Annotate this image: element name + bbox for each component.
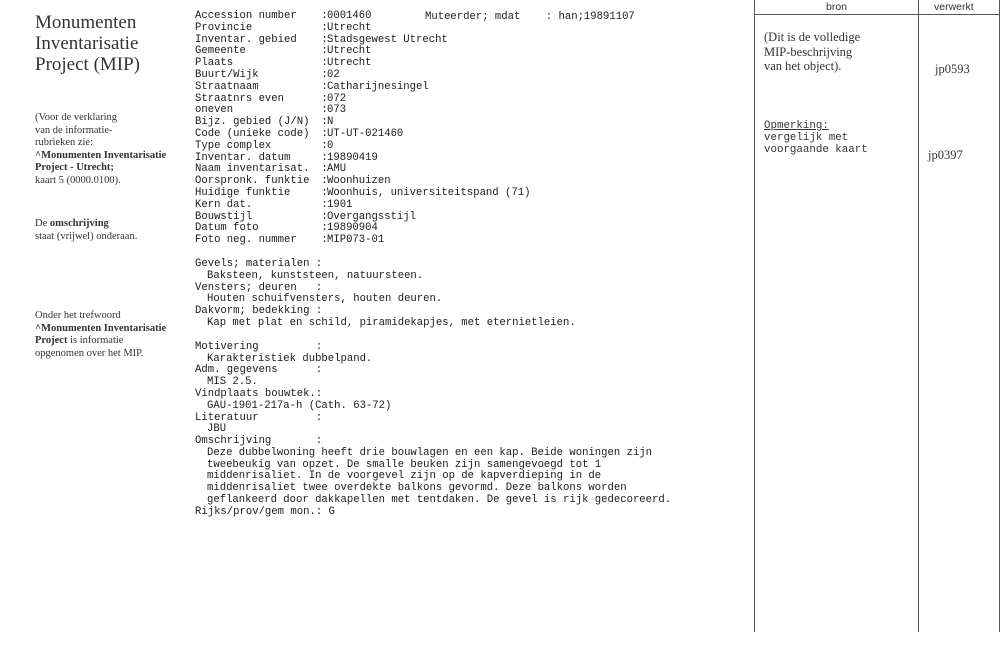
field-label: Kern dat. xyxy=(195,198,253,211)
field-separator: : xyxy=(315,127,328,140)
field-label: Type complex xyxy=(195,139,272,152)
mutation-info: Muteerder; mdat : han;19891107 xyxy=(425,11,635,23)
record-field xyxy=(195,141,671,153)
field-value: Woonhuis, universiteitspand (71) xyxy=(327,186,531,199)
motivering-label: Motivering : xyxy=(195,340,323,353)
record-field xyxy=(195,35,671,47)
keyword-note xyxy=(35,310,195,360)
note-keyword: ^Monumenten Inventarisatie xyxy=(35,322,167,334)
field-value: 02 xyxy=(327,68,340,81)
field-value: 073 xyxy=(327,104,347,117)
source-note-line: MIP-beschrijving xyxy=(764,44,853,59)
field-value: AMU xyxy=(327,163,347,176)
rijks-status: Rijks/prov/gem mon.: G xyxy=(195,505,335,518)
dakvorm-label: Dakvorm; bedekking : xyxy=(195,305,323,318)
field-separator: : xyxy=(315,163,328,176)
field-label: Gemeente xyxy=(195,45,246,58)
divider-middle xyxy=(918,0,919,632)
record-field xyxy=(195,46,671,58)
dakvorm-value: Kap met plat en schild, piramidekapjes, met eternietleien. xyxy=(207,316,576,329)
field-label: Datum foto xyxy=(195,222,259,235)
record-field xyxy=(195,129,671,141)
field-value: 0 xyxy=(327,139,334,152)
field-separator: : xyxy=(315,104,328,117)
omschrijving-line: Deze dubbelwoning heeft drie bouwlagen en een kap. Beide woningen zijn xyxy=(207,446,653,459)
field-value: MIP073-01 xyxy=(327,234,385,247)
field-separator: : xyxy=(315,186,328,199)
field-value: Woonhuizen xyxy=(327,175,391,188)
field-separator: : xyxy=(315,175,328,188)
record-field xyxy=(195,200,671,212)
field-separator: : xyxy=(315,10,328,22)
description-note xyxy=(35,218,195,243)
omschrijving-line: middenrisaliet twee overdekte balkons gevormd. Deze balkons worden xyxy=(207,482,627,495)
field-value: 19890904 xyxy=(327,222,378,235)
field-separator: : xyxy=(315,116,328,129)
divider-left xyxy=(754,0,755,632)
field-separator: : xyxy=(315,80,328,93)
field-label: oneven xyxy=(195,104,234,117)
record-field xyxy=(195,23,671,35)
record-field xyxy=(195,94,671,106)
literatuur-value: JBU xyxy=(207,423,227,436)
field-separator: : xyxy=(315,151,328,164)
field-label: Inventar. datum xyxy=(195,151,291,164)
source-note-line: (Dit is de volledige xyxy=(764,30,861,44)
field-value: UT-UT-021460 xyxy=(327,127,404,140)
vindplaats-label: Vindplaats bouwtek.: xyxy=(195,387,323,400)
note-keyword: Project - Utrecht; xyxy=(35,162,114,173)
note-line: rubrieken zie: xyxy=(35,137,94,148)
record-field xyxy=(195,70,671,82)
record-field xyxy=(195,11,671,23)
remark-note xyxy=(764,120,868,156)
omschrijving-line: tweebeukig van opzet. De smalle beuken zijn samengevoegd tot 1 xyxy=(207,458,602,471)
field-separator: : xyxy=(315,222,328,235)
note-keyword: Project xyxy=(35,335,68,346)
field-label: Inventar. gebied xyxy=(195,33,297,46)
column-header-bron: bron xyxy=(826,1,848,13)
column-header-verwerkt: verwerkt xyxy=(934,1,974,13)
motivering-value: Karakteristiek dubbelpand. xyxy=(207,352,373,365)
field-label: Accession number xyxy=(195,10,297,22)
field-value: N xyxy=(327,116,334,129)
field-separator: : xyxy=(315,198,328,211)
field-separator: : xyxy=(315,45,328,58)
field-value: 19890419 xyxy=(327,151,378,164)
processed-code: jp0397 xyxy=(928,148,963,162)
source-panel xyxy=(754,0,1000,632)
gevels-label: Gevels; materialen : xyxy=(195,257,323,270)
field-separator: : xyxy=(315,92,328,105)
vensters-label: Vensters; deuren : xyxy=(195,281,323,294)
note-tail: is informatie xyxy=(67,335,124,346)
note-line: (Voor de verklaring xyxy=(35,112,118,123)
header-divider xyxy=(754,14,1000,15)
field-separator: : xyxy=(315,234,328,247)
omschrijving-label: Omschrijving : xyxy=(195,435,323,448)
field-label: Foto neg. nummer xyxy=(195,234,297,247)
omschrijving-line: geflankeerd door dakkapellen met tentdaken. De gevel is rijk gedecoreerd. xyxy=(207,494,672,507)
field-label: Code (unieke code) xyxy=(195,127,310,140)
field-separator: : xyxy=(315,68,328,81)
note-keyword: ^Monumenten Inventarisatie xyxy=(35,149,167,161)
field-value: 072 xyxy=(327,92,347,105)
field-label: Buurt/Wijk xyxy=(195,68,259,81)
field-value: Utrecht xyxy=(327,21,372,34)
record-field xyxy=(195,188,671,200)
literatuur-label: Literatuur : xyxy=(195,411,323,424)
note-line: staat (vrijwel) onderaan. xyxy=(35,230,138,242)
page-title: Monumenten Inventarisatie Project (MIP) xyxy=(35,12,141,75)
field-label: Provincie xyxy=(195,21,253,34)
field-value: 1901 xyxy=(327,198,353,211)
remark-line: vergelijk met xyxy=(764,132,849,144)
field-separator: : xyxy=(315,210,328,223)
note-prefix: De xyxy=(35,218,50,229)
field-label: Oorspronk. funktie xyxy=(195,175,310,188)
field-value: Utrecht xyxy=(327,45,372,58)
remark-line: voorgaande kaart xyxy=(764,144,868,156)
field-separator: : xyxy=(315,33,328,46)
field-separator: : xyxy=(315,57,328,70)
note-keyword: omschrijving xyxy=(49,218,109,229)
record-field xyxy=(195,82,671,94)
field-label: Huidige funktie xyxy=(195,186,291,199)
field-value: Catharijnesingel xyxy=(327,80,429,93)
record-field xyxy=(195,58,671,70)
info-note xyxy=(35,112,195,187)
field-label: Naam inventarisat. xyxy=(195,163,310,176)
remark-heading: Opmerking: xyxy=(764,120,829,132)
field-label: Straatnrs even xyxy=(195,92,285,105)
vindplaats-value: GAU-1901-217a-h (Cath. 63-72) xyxy=(207,399,392,412)
source-note xyxy=(764,30,860,74)
field-separator: : xyxy=(315,139,328,152)
note-line: van de informatie- xyxy=(35,124,113,136)
omschrijving-line: middenrisaliet. In de voorgevel zijn op de kapverdieping in de xyxy=(207,470,602,483)
field-value: 0001460 xyxy=(327,10,372,22)
processed-code: jp0593 xyxy=(935,62,970,76)
note-line: Onder het trefwoord xyxy=(35,310,121,321)
source-note-line: van het object). xyxy=(764,59,842,73)
adm-value: MIS 2.5. xyxy=(207,376,258,389)
note-line: kaart 5 (0000.0100). xyxy=(35,174,121,186)
field-separator: : xyxy=(315,21,328,34)
field-label: Straatnaam xyxy=(195,80,259,93)
record-card xyxy=(195,11,671,519)
record-fields xyxy=(195,11,671,247)
record-field xyxy=(195,212,671,224)
field-value: Utrecht xyxy=(327,57,372,70)
field-value: Overgangsstijl xyxy=(327,210,417,223)
field-label: Bijz. gebied (J/N) xyxy=(195,116,310,129)
adm-label: Adm. gegevens : xyxy=(195,364,323,377)
field-value: Stadsgewest Utrecht xyxy=(327,33,448,46)
vensters-value: Houten schuifvensters, houten deuren. xyxy=(207,293,443,306)
note-line: opgenomen over het MIP. xyxy=(35,347,144,359)
record-field xyxy=(195,235,671,247)
field-label: Plaats xyxy=(195,57,234,70)
gevels-value: Baksteen, kunststeen, natuursteen. xyxy=(207,269,424,282)
field-label: Bouwstijl xyxy=(195,210,253,223)
